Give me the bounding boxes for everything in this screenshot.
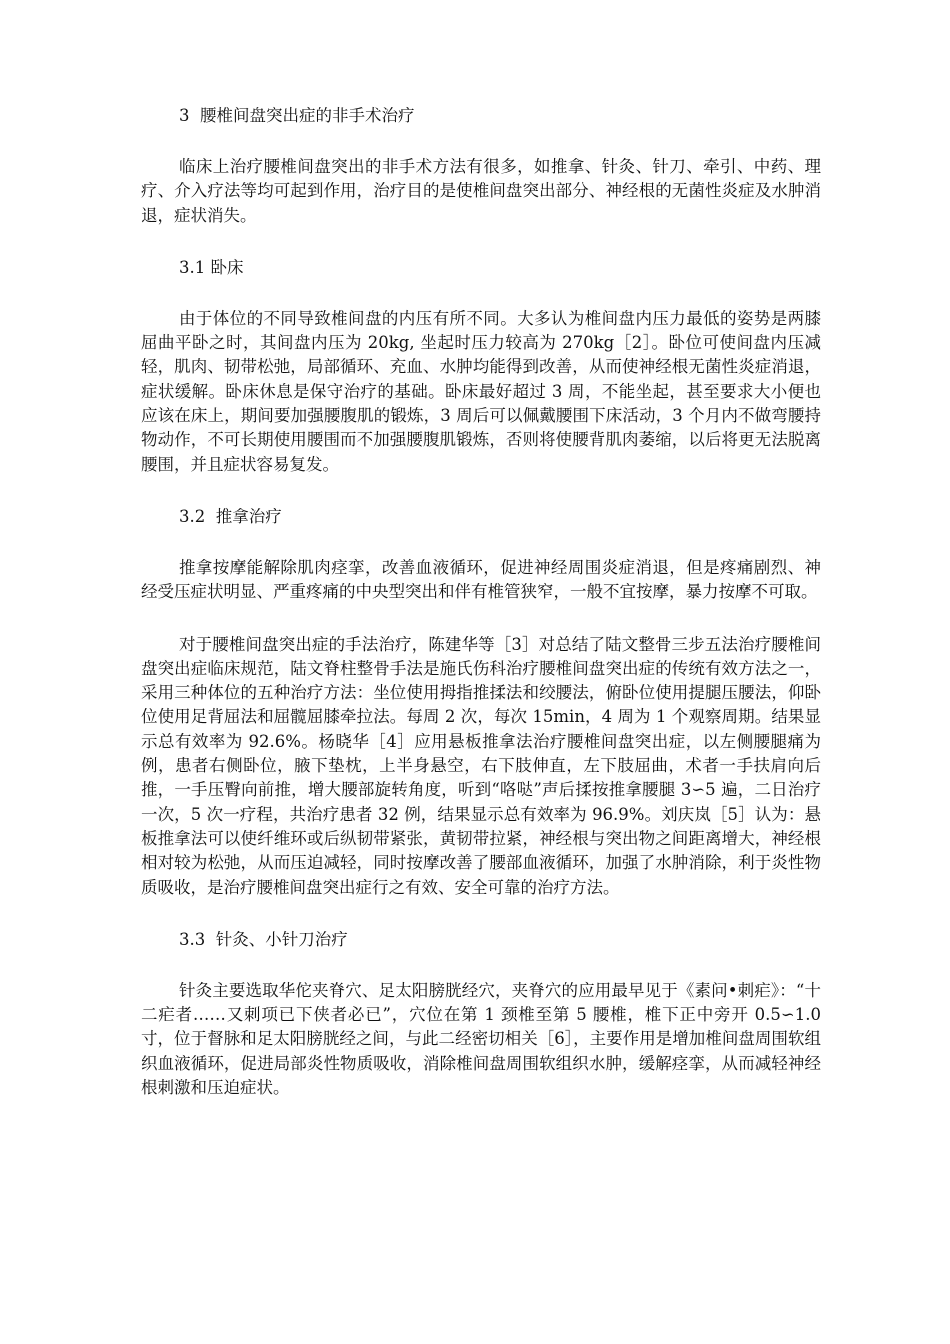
section-3-3-heading: 3.3 针灸、小针刀治疗: [179, 929, 348, 949]
section-3-paragraph-1: 临床上治疗腰椎间盘突出的非手术方法有很多，如推拿、针灸、针刀、牵引、中药、理疗、介入疗法等均可起到作用，治疗目的是使椎间盘突出部分、神经根的无菌性炎症及水肿消退，症状消失。: [141, 157, 821, 225]
section-3-heading: 3 腰椎间盘突出症的非手术治疗: [179, 106, 415, 125]
document-page: [141, 104, 827, 1100]
section-3-1-heading: 3.1 卧床: [179, 257, 244, 277]
section-3-1-paragraph-1: 由于体位的不同导致椎间盘的内压有所不同。大多认为椎间盘内压力最低的姿势是两膝屈曲平卧之时，其间盘内压为 20kg, 坐起时压力较高为 270kg［2］。卧位可使间盘内压减轻，肌肉、韧带松弛，局部循环、充血、水肿均能得到改善，从而使神经根无菌性炎症消退，症状缓解。卧床休息是保守治疗的基础。卧床最好超过 3 周，不能坐起，甚至要求大小便也应该在床上，期间要加强腰腹肌的锻炼，3 周后可以佩戴腰围下床活动，3 个月内不做弯腰持物动作，不可长期使用腰围而不加强腰腹肌锻炼，否则将使腰背肌肉萎缩，以后将更无法脱离腰围，并且症状容易复发。: [141, 308, 821, 474]
section-3-3-paragraph-1: 针灸主要选取华佗夹脊穴、足太阳膀胱经穴，夹脊穴的应用最早见于《素问•刺疟》：“十二疟者……又刺项已下侠者必已”，穴位在第 1 颈椎至第 5 腰椎，椎下正中旁开 0.5∽1.0 寸，位于督脉和足太阳膀胱经之间，与此二经密切相关［6］，主要作用是增加椎间盘周围软组织血液循环，促进局部炎性物质吸收，消除椎间盘周围软组织水肿，缓解痉挛，从而减轻神经根刺激和压迫症状。: [141, 980, 827, 1098]
section-3-2-heading: 3.2 推拿治疗: [179, 506, 282, 526]
spacer: [141, 605, 821, 633]
section-3-2-paragraph-1: 推拿按摩能解除肌肉痉挛，改善血液循环，促进神经周围炎症消退，但是疼痛剧烈、神经受压症状明显、严重疼痛的中央型突出和伴有椎管狭窄，一般不宜按摩，暴力按摩不可取。: [141, 557, 821, 602]
spacer: [141, 228, 821, 256]
spacer: [141, 477, 821, 505]
spacer: [141, 952, 821, 979]
spacer: [141, 529, 821, 556]
spacer: [141, 280, 821, 307]
spacer: [141, 128, 821, 155]
section-3-2-paragraph-2: 对于腰椎间盘突出症的手法治疗，陈建华等［3］对总结了陆文整骨三步五法治疗腰椎间盘突出症临床规范，陆文脊柱整骨手法是施氏伤科治疗腰椎间盘突出症的传统有效方法之一，采用三种体位的五种治疗方法：坐位使用拇指推揉法和绞腰法，俯卧位使用提腿压腰法，仰卧位使用足背屈法和屈髋屈膝牵拉法。每周 2 次，每次 15min，4 周为 1 个观察周期。结果显示总有效率为 92.6%。杨晓华［4］应用悬板推拿法治疗腰椎间盘突出症，以左侧腰腿痛为例，患者右侧卧位，腋下垫枕，上半身悬空，右下肢伸直，左下肢屈曲，术者一手扶肩向后推，一手压臀向前推，增大腰部旋转角度，听到“咯哒”声后揉按推拿腰腿 3∽5 遍，二日治疗一次，5 次一疗程，共治疗患者 32 例，结果显示总有效率为 96.9%。刘庆岚［5］认为：悬板推拿法可以使纤维环或后纵韧带紧张，黄韧带拉紧，神经根与突出物之间距离增大，神经根相对较为松弛，从而压迫减轻，同时按摩改善了腰部血液循环，加强了水肿消除，利于炎性物质吸收，是治疗腰椎间盘突出症行之有效、安全可靠的治疗方法。: [141, 634, 821, 897]
spacer: [141, 900, 821, 928]
